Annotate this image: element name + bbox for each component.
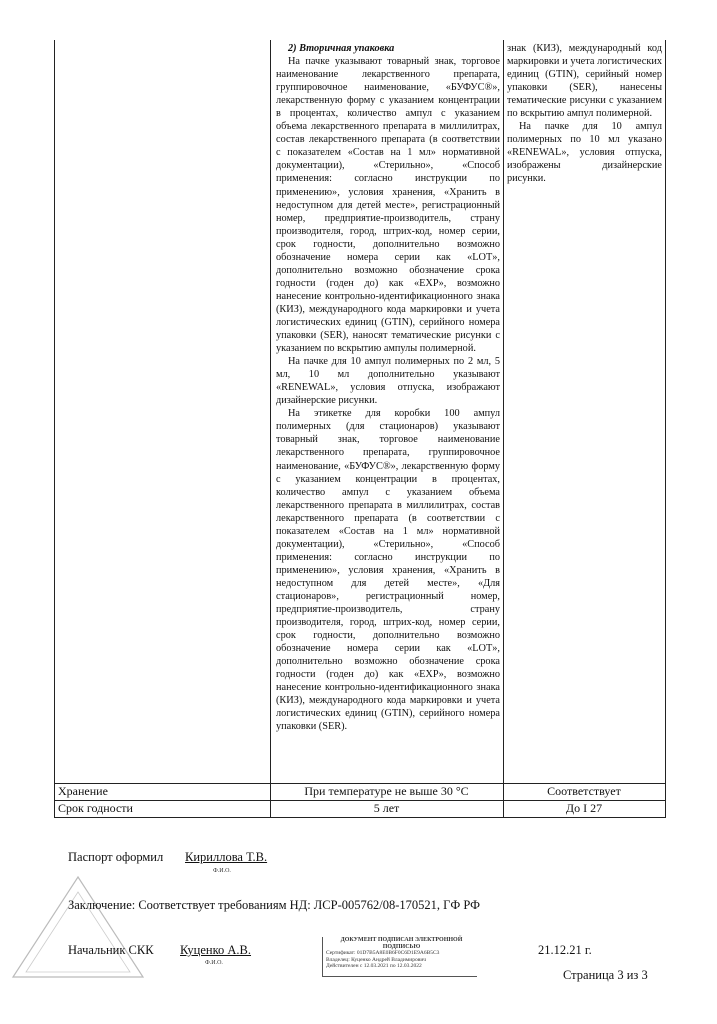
- row-label-shelf-life: Срок годности: [58, 801, 133, 815]
- requirements-cell: [276, 42, 500, 733]
- fio-hint: Ф.И.О.: [213, 868, 231, 874]
- requirement-paragraph: На пачке указывают товарный знак, торговое наименование лекарственного препарата, группировочное наименование, «БУФУС®», лекарственную форму с указанием концентрации в процентах, количество ампул с указанием объема лекарственного препарата в миллилитрах, состав лекарственного препарата (в соответствии с показателем «Состав на 1 мл» нормативной документации), «Стерильно», «Способ применения: согласно инструкции по применению», условия хранения, «Хранить в недоступном для детей месте», регистрационный номер, предприятие-производитель, страну производителя, город, штрих-код, номер серии, срок годности, дополнительно возможно обозначение номера серии как «LOT», дополнительно возможно обозначение срока годности (годен до) как «EXP», возможно нанесение контрольно-идентификационного знака (КИЗ), международного кода маркировки и учета логистических единиц (GTIN), серийного номера упаковки (SER), наносят тематические рисунки с указанием по вскрытию ампулы полимерной.: [276, 56, 500, 355]
- document-date: 21.12.21 г.: [538, 943, 592, 957]
- row-result-storage: Соответствует: [547, 784, 621, 798]
- stamp-title: ДОКУМЕНТ ПОДПИСАН ЭЛЕКТРОННОЙ ПОДПИСЬЮ: [340, 937, 463, 950]
- row-requirement-storage: При температуре не выше 30 °С: [304, 784, 469, 798]
- stamp-line: Сертификат: 01D7B5A8E0B6F0C6D1E9A6B5C3: [326, 950, 440, 956]
- row-line-3: [54, 817, 666, 818]
- page-number: Страница 3 из 3: [563, 968, 648, 982]
- watermark-triangle-icon: [8, 872, 148, 982]
- table-border-left: [54, 40, 55, 818]
- row-label-storage: Хранение: [58, 784, 108, 798]
- table-divider-2: [503, 40, 504, 818]
- row-requirement-shelf-life: 5 лет: [373, 801, 400, 815]
- passport-name: Кириллова Т.В.: [185, 850, 268, 864]
- stamp-line: Владелец: Куценко Андрей Владимирович: [326, 956, 427, 963]
- conclusion-text: Заключение: Соответствует требованиям НД: ЛСР-005762/08-170521, ГФ РФ: [68, 898, 480, 912]
- section-header: 2) Вторичная упаковка: [288, 43, 395, 54]
- stamp-line: Действителен с 12.03.2021 по 12.03.2022: [326, 963, 422, 969]
- head-name: Куценко А.В.: [180, 943, 252, 957]
- results-cell: [507, 42, 662, 186]
- result-paragraph: знак (КИЗ), международный код маркировки и учета логистических единиц (GTIN), серийный номер упаковки (SER), нанесены тематические рисунки с указанием по вскрытию ампул полимерной.: [507, 43, 662, 120]
- head-label: Начальник СКК: [68, 943, 154, 957]
- requirement-paragraph: На пачке для 10 ампул полимерных по 2 мл, 5 мл, 10 мл дополнительно указывают «RENEWAL», условия отпуска, изображают дизайнерские рисунки.: [276, 356, 500, 407]
- row-result-shelf-life: До I 27: [565, 801, 603, 815]
- result-paragraph: На пачке для 10 ампул полимерных по 10 мл указано «RENEWAL», условия отпуска, изображены дизайнерские рисунки.: [507, 121, 662, 185]
- table-divider-1: [270, 40, 271, 818]
- passport-label: Паспорт оформил: [68, 850, 164, 864]
- spec-table: [54, 40, 666, 818]
- table-border-right: [665, 40, 666, 818]
- requirement-paragraph: На этикетке для коробки 100 ампул полимерных (для стационаров) указывают товарный знак, торговое наименование лекарственного препарата, группировочное наименование, «БУФУС®», лекарственную форму с указанием концентрации в процентах, количество ампул с указанием объема лекарственного препарата в миллилитрах, состав лекарственного препарата (в соответствии с показателем «Состав на 1 мл» нормативной документации), «Стерильно», «Способ применения: согласно инструкции по применению», условия хранения, «Хранить в недоступном для детей месте», «Для стационаров», регистрационный номер, предприятие-производитель, страну производителя, город, штрих-код, номер серии, срок годности, дополнительно возможно обозначение номера серии как «LOT», дополнительно возможно обозначение срока годности (годен до) как «EXP», возможно нанесение контрольно-идентификационного знака (КИЗ), международного кода маркировки и учета логистических единиц (GTIN), серийного номера упаковки (SER).: [276, 408, 500, 733]
- e-signature-stamp: [322, 937, 477, 977]
- fio-hint: Ф.И.О.: [205, 960, 223, 966]
